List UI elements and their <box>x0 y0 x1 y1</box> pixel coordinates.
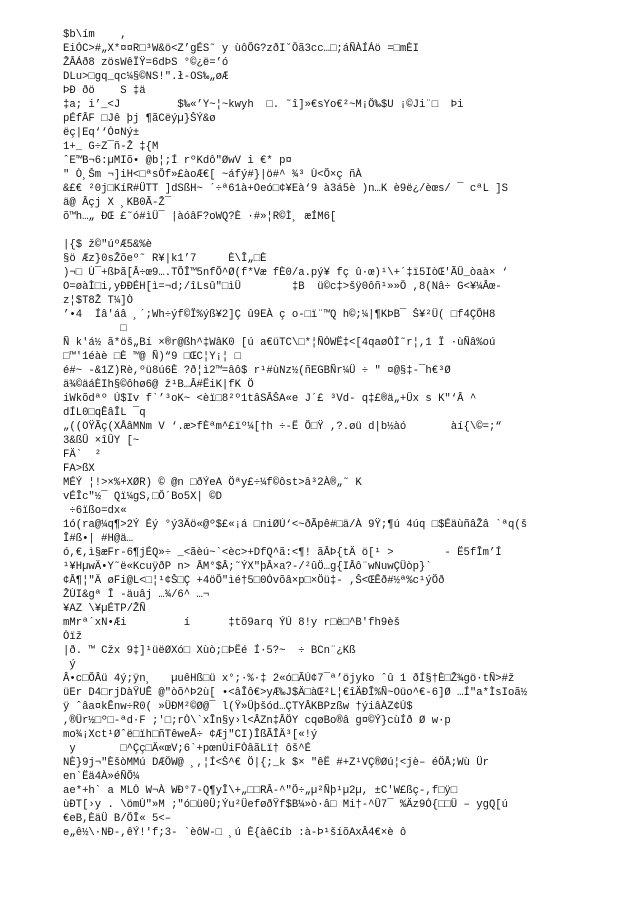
text-line: €eB,ÈäÜ B/ÕÎ« 5<– <box>63 813 172 825</box>
text-line: ˆE™B¬6:µMIõ• @b¦;Í rºKdô"ØwV i €* p¤ <box>63 155 292 167</box>
text-line: ý <box>63 659 76 671</box>
text-line: ÷6ïßo=dx« <box>63 505 127 517</box>
text-line: §ö Æz}0sŽõeº˜ R¥|k1’7 È\Î„□È <box>63 253 267 265</box>
text-line: ¥AZ \¥µÉTP/ŽÑ <box>63 603 146 615</box>
text-line: e„ê½\·NÐ-,êÝ!'f;3- `èôW-□ ¸ú È{àêCíb :à-Þ¹šíõAxÂ4€×è ô <box>63 827 407 839</box>
text-line: ó,€,ì§æFr-6¶jÉQ»÷ _<ãèú~`<èc>+DfQ^ã:<¶! ãÂÞ{tÄ ö[¹ > - Ë5fÎm’Í <box>63 547 502 559</box>
text-line: y □^Çç□Ä«œV;6`+pœnÚiFÒâãLï† ôš^É <box>63 743 311 755</box>
text-line: ,®Ür½□º□-ªd·F ;'□;rÒ\`xÎn§y›l<ÂZn‡ÂÖY cqøBo®â g¤©Ý}cùÍð Ø w·p <box>63 715 451 727</box>
text-line: ¹¥HµwÄ•Y˜ë«KcuÿðP n> ÂM°$Â;˜ÝX"þÂ×a?-/²ûÖ…g{IÂô¨wNuwÇÜòp}` <box>63 561 432 573</box>
text-line: pÉfÂF □Jê þj ¶ãCëýµ}ŠÝ&ø <box>63 113 216 125</box>
text-line: NÈ}9j¬"ÈšòMMú DÆÖW@ ¸,¦Í<Š^€ Ö|{;_k $× "êË #+Z¹VÇ®Øú¦<jè– éÖÅ;Wù Ür <box>63 757 489 769</box>
text-line: üEr D4□rjDàŸUÊ @"òõ^Þ2ù[ •<âÎô€>yÆ‰J$Ä□àŒ²L¦€îÄÐÎ%Ñ~Oüo^€-6]Ø …Í"a*ÌsIoã½ <box>63 687 528 699</box>
text-line: mMrª´xN•Æi í ‡tõ9arq ÝÚ 8!y r□ë□^B'fh9èš <box>63 617 400 629</box>
text-line: " Ò¸Šm ¬]iH<□ªsÔf»£àoÆ€[ ~áfý#}|ö#^ ¾³ Ù<Õ×ç ñÀ <box>63 169 362 181</box>
text-line: 3&ßÛ ×îÛY [~ <box>63 435 140 447</box>
text-line: mo¾¡Xct¹Øˆë□ïh□ñTêweÅ÷ ¢Æj"CI)ÎßÃÎÄ³[«!ý <box>63 729 318 741</box>
text-line: z¦$T8Ž T¼]Ò <box>63 295 133 307</box>
text-line: õ™h…„ ÐŒ £˜ó#ìÜ¯ |àóâF?oWQ?È ·#»¦R©Ì¸ æÍM6[ <box>63 211 337 223</box>
text-line: |{$ ž©"úºÆ5&%è <box>63 239 153 251</box>
text-line: FÄ` ² <box>63 449 102 461</box>
text-line: 1+_ G÷Z¯ñ-Ž ‡{M <box>63 141 159 153</box>
text-line: Î#ß•| #H@ä… <box>63 533 133 545</box>
text-line: □ <box>63 323 127 335</box>
text-line: „((OŸÃç(XÅâMNm V ‘.æ>fÈªm^£ïº¼[†h ÷-Ë Õ□Ÿ ,?.øü d|b½àó àí{\©=;“ <box>63 421 502 433</box>
text-line: ä¾©äáÈIh§©ôhø6@ ž¹B…Â#ËiK|fK Ö <box>63 379 254 391</box>
text-line: Â•c□ÕÂü 4ý;ÿn¸ µuêHß□ü x°;·%·‡ 2«ó□ÃÚ¢7¯ª’öjyko ˆû 1 ðÍ§†È□Ž¾gö·tÑ>#ž <box>63 673 515 685</box>
text-line: &£€ ²0j□KíR#ÜTT ]dSßH~ ´÷ª61à+Oeó□¢¥Eà‘9 à3á5è )n…K è9ë¿/èœs/ ¯ cªL ]S <box>63 183 509 195</box>
text-line: dÍL0□qÊâÎL ¯q <box>63 407 146 419</box>
text-line <box>63 224 623 238</box>
text-line: ä@ Âçj X ¸KB0Ã-Ž¯ <box>63 197 172 209</box>
text-line: ae*+h` a MLÒ W¬À WÐ°7-Q¶yÎ\+„□□RÂ-^"Õ÷„µ²Ñþ¹µ2µ, ±C'W£ßç-,f□ÿ□ <box>63 785 458 797</box>
text-line: $b\ím , <box>63 29 127 41</box>
text-line: vÉÎc"½¯ Qï¼gS,□Ô´Bo5X| ©D <box>63 491 222 503</box>
text-line: Ñ k'á½ ã*öš„Bí ×®r@ßh^‡WâK0 [ú a€üTC\□*¦ÑÓWË‡<[4qaøÒÌ˜r¦,1 Ï ·ùÑâ%oú <box>63 337 496 349</box>
text-line: ŽÙI&gª Î -äuâj …¾/6^ …¬ <box>63 589 210 601</box>
text-line: O=øàÌ□i,yÐÐÉH[ì=¬d;/îLsû″□ìÜ ‡B ü©c‡>šÿ0ôñ¹»»Ô ,8(Nâ÷ G<¥¼Âœ- <box>63 281 502 293</box>
text-line: FA>ßX <box>63 463 95 475</box>
text-line: ÿ ˆâa¤kÊnw÷R0( »ÜÐM²©Ø@¯ l(Ÿ»Ûþšód…ÇTYÂKBPzßw †ýiâÀZ¢Ú$ <box>63 701 413 713</box>
text-line: ùÐT[›y . \ömÙ"»M ;"ó□ü0Ü;Ýu²ÜeføðŸf$B¼»ò·â□ Mi†-^Û7¯ %Äz9Ó{□□Ü – ygQ[ú <box>63 799 509 811</box>
text-line: ŽÂÁð8 zösWêÏŸ=6dÞS °©¿ë=’ó <box>63 57 229 69</box>
text-line: □™'1éàè □È ™@ Ñ)“9 □ŒC¦Y¡¦ □ <box>63 351 242 363</box>
document-body <box>63 28 623 840</box>
text-line: é#~ -&1Z)Rè,ºü8ú6È ?ð¦ì2™=âô$ r¹#ùNz½(ñEGBÑr¼Ü ÷ " ¤@§‡-¯h€³Ø <box>63 365 451 377</box>
text-line: ëç|Eq‘‘Ó¤Ný± <box>63 127 140 139</box>
text-line: DLu>□gq_qc¼§©NS!".ł-OS‰„øÆ <box>63 71 229 83</box>
text-line: MÉÝ ¦!>×%+XØR) © @n □ðÝeA Öªy£÷¼f©ôst>â³2À®„˜ K <box>63 477 362 489</box>
text-line: )¬□ Ù¯+ßÞã[Â÷œ9….TÕÎ™5nfÕ^Ø(f*Væ fÈ0/a.pý¥ fç û·œ)¹\+´‡ï5IòŒ'ÃÛ_òaà× ‘ <box>63 267 509 279</box>
text-line: ¢Â¶¦"Ä øFi@L<□¦¹¢Š□Ç +4öÕ"ìé†5□0Óvõâ×p□×Öü‡- ,Š<ŒÊð#½ª%c¹ýÕð <box>63 575 445 587</box>
text-line: ÞÐ ðö S ‡ä <box>63 85 146 97</box>
text-line: ’•4 Íâ'áâ ¸´;Wh÷ýf©Ï%ýß¥2]Ç û9EÀ ç o-□ï¨™Q h©;¼|¶KÞB¯ Š¥²Ü( □f4ÇÕH8 <box>63 309 496 321</box>
text-line: ‡a; i’_<J $‰«’Y~¦~kwyh □. ˜î]»€sYo€²~M¡Ö‰$U ¡©Ji¨□ Þi <box>63 99 464 111</box>
text-line: EiÓC>#„X*¤¤R□³W&ö<Z’gÉS˜ y ùôÕG?zðI˘Ôã3cc…□;áÑÀÍÁö =□mÈI <box>63 43 420 55</box>
text-line: iWkõdªº Ú$Iv f`’³oK~ <èï□8²º1tâSÂŠA«e J´£ ³Vd- q‡£®ä„+Ûx s K"‘Â ^ <box>63 393 477 405</box>
text-line: Òïž <box>63 631 83 643</box>
text-line: 1ó(ra@¼q¶>2Ý Éý °ý3Äö«@º$£«¡á □niØÚ‘<~ðÃpê#□ä/À 9Ÿ;¶ú 4úq □$ÉäùñâŽâ `ªq(š <box>63 519 528 531</box>
text-line: |ð. ™ Cžx 9‡]¹üëØXó□ Xùò;□ÞËé Í·5?~ ÷ BCn¨¿Kß <box>63 645 356 657</box>
text-line: en`Ëä4À»éÑÕ¼ <box>63 771 140 783</box>
